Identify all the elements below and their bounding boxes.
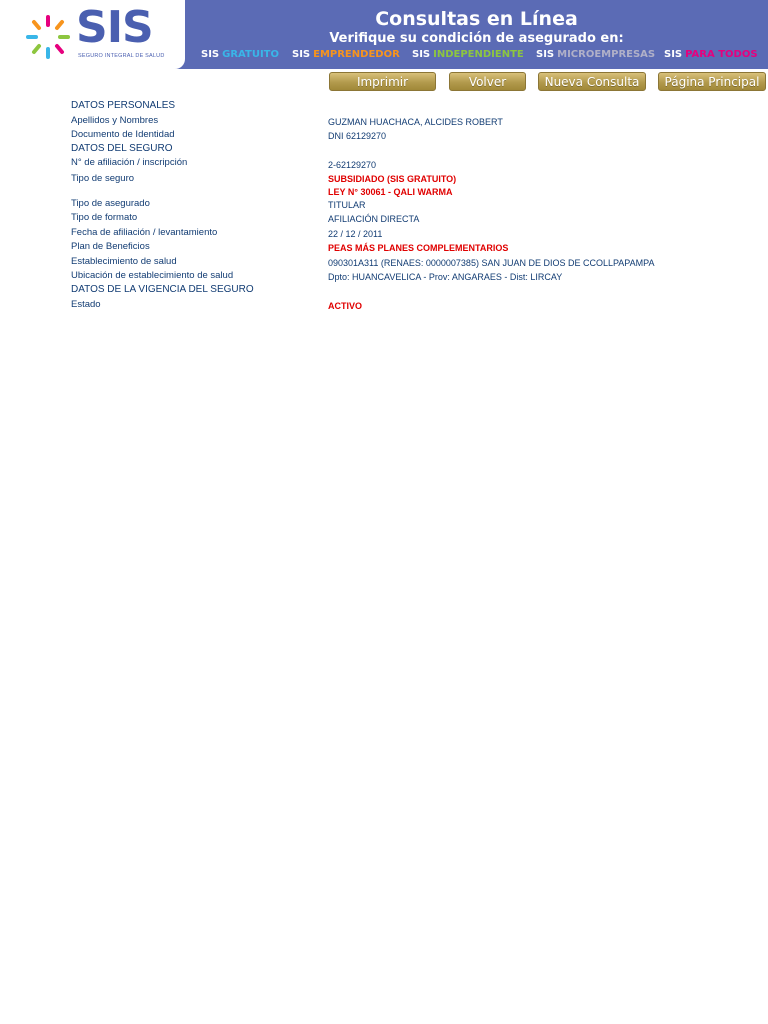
insured-type-value: TITULAR bbox=[328, 200, 366, 210]
program-name: GRATUITO bbox=[222, 49, 279, 60]
program-sis-gratuito[interactable] bbox=[201, 49, 279, 60]
insurance-type-label: Tipo de seguro bbox=[71, 173, 135, 184]
print-button[interactable]: Imprimir bbox=[329, 72, 436, 91]
logo-text: SIS bbox=[76, 2, 153, 53]
names-label: Apellidos y Nombres bbox=[71, 115, 159, 126]
program-prefix: SIS bbox=[536, 49, 555, 60]
sis-logo-icon bbox=[22, 11, 74, 63]
back-button[interactable]: Volver bbox=[449, 72, 526, 91]
program-name: MICROEMPRESAS bbox=[557, 49, 656, 60]
header-banner bbox=[0, 0, 768, 69]
id-document-value: DNI 62129270 bbox=[328, 131, 387, 141]
affiliation-date-value: 22 / 12 / 2011 bbox=[328, 229, 383, 239]
benefits-plan-value: PEAS MÁS PLANES COMPLEMENTARIOS bbox=[328, 243, 509, 253]
banner-title: Consultas en Línea bbox=[375, 8, 578, 30]
facility-location-value: Dpto: HUANCAVELICA - Prov: ANGARAES - Dist: LIRCAY bbox=[328, 272, 563, 282]
health-facility-value: 090301A311 (RENAES: 0000007385) SAN JUAN DE DIOS DE CCOLLPAPAMPA bbox=[328, 258, 655, 268]
affiliation-number-label: N° de afiliación / inscripción bbox=[71, 157, 188, 168]
banner-subtitle: Verifique su condición de asegurado en: bbox=[329, 31, 624, 46]
format-type-label: Tipo de formato bbox=[71, 212, 138, 223]
program-prefix: SIS bbox=[664, 49, 683, 60]
program-name: INDEPENDIENTE bbox=[433, 49, 524, 60]
health-facility-label: Establecimiento de salud bbox=[71, 256, 177, 267]
insurance-type-law: LEY N° 30061 - QALI WARMA bbox=[328, 187, 453, 197]
facility-location-label: Ubicación de establecimiento de salud bbox=[71, 270, 234, 281]
program-prefix: SIS bbox=[201, 49, 220, 60]
program-prefix: SIS bbox=[292, 49, 311, 60]
names-value: GUZMAN HUACHACA, ALCIDES ROBERT bbox=[328, 117, 503, 127]
program-sis-microempresas[interactable] bbox=[536, 49, 655, 60]
status-value: ACTIVO bbox=[328, 301, 363, 311]
benefits-plan-label: Plan de Beneficios bbox=[71, 241, 150, 252]
status-label: Estado bbox=[71, 299, 101, 310]
home-page-button[interactable]: Página Principal bbox=[658, 72, 766, 91]
affiliation-date-label: Fecha de afiliación / levantamiento bbox=[71, 227, 218, 238]
new-query-button[interactable]: Nueva Consulta bbox=[538, 72, 646, 91]
program-name: PARA TODOS bbox=[685, 49, 758, 60]
logo-subtitle: SEGURO INTEGRAL DE SALUD bbox=[78, 53, 165, 59]
section-validity-data: DATOS DE LA VIGENCIA DEL SEGURO bbox=[71, 284, 254, 295]
program-sis-independiente[interactable] bbox=[412, 49, 524, 60]
affiliation-number-value: 2-62129270 bbox=[328, 160, 377, 170]
program-prefix: SIS bbox=[412, 49, 431, 60]
program-sis-emprendedor[interactable] bbox=[292, 49, 400, 60]
id-document-label: Documento de Identidad bbox=[71, 129, 175, 140]
section-insurance-data: DATOS DEL SEGURO bbox=[71, 143, 173, 154]
insurance-type-value: SUBSIDIADO (SIS GRATUITO) bbox=[328, 174, 457, 184]
program-sis-para-todos[interactable] bbox=[664, 49, 758, 60]
sis-logo bbox=[0, 0, 185, 69]
insured-type-label: Tipo de asegurado bbox=[71, 198, 150, 209]
format-type-value: AFILIACIÓN DIRECTA bbox=[328, 214, 420, 224]
section-personal-data: DATOS PERSONALES bbox=[71, 100, 176, 111]
program-name: EMPRENDEDOR bbox=[313, 49, 400, 60]
